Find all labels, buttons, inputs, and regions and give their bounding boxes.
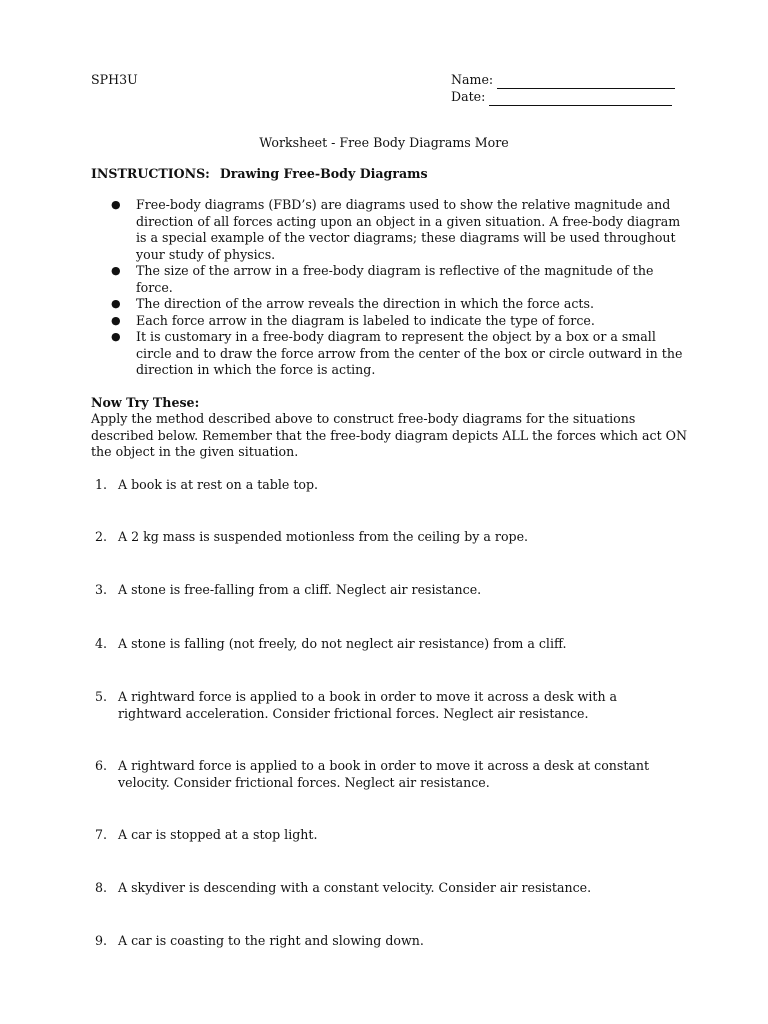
bullet-text: Each force arrow in the diagram is labeled to indicate the type of force. <box>136 312 595 328</box>
bullet-icon: ● <box>111 198 121 211</box>
now-try-instructions: Apply the method described above to construct free-body diagrams for the situations described below. Remember that the free-body diagram depicts ALL the forces which act ON the object in the given situation. <box>91 411 687 459</box>
problem-text: A rightward force is applied to a book in order to move it across a desk at constant velocity. Consider frictional forces. Neglect air resistance. <box>118 758 650 790</box>
problem-text: A stone is free-falling from a cliff. Neglect air resistance. <box>118 582 482 597</box>
worksheet-title: Worksheet - Free Body Diagrams More <box>259 135 509 150</box>
bullet-icon: ● <box>111 297 121 310</box>
bullet-icon: ● <box>111 330 121 343</box>
date-field <box>451 89 672 106</box>
problem-item <box>91 636 681 653</box>
problem-item <box>91 689 681 722</box>
problem-text: A 2 kg mass is suspended motionless from the ceiling by a rope. <box>118 529 529 544</box>
bullet-item <box>109 329 684 379</box>
problem-number: 6. <box>95 758 108 773</box>
problem-number: 5. <box>95 689 108 704</box>
problem-text: A rightward force is applied to a book in order to move it across a desk with a rightward acceleration. Consider frictional forces. Neglect air resistance. <box>118 689 618 721</box>
instructions-topic: Drawing Free-Body Diagrams <box>219 166 428 181</box>
name-label: Name: <box>451 72 494 87</box>
problem-number: 7. <box>95 827 108 842</box>
date-label: Date: <box>451 89 486 104</box>
problem-item <box>91 477 681 494</box>
bullet-item <box>109 263 684 296</box>
instructions-label: INSTRUCTIONS: <box>91 166 210 181</box>
problem-number: 8. <box>95 880 108 895</box>
problem-item <box>91 529 681 546</box>
bullet-item <box>109 313 684 330</box>
bullet-text: The size of the arrow in a free-body diagram is reflective of the magnitude of the force. <box>136 263 654 295</box>
problem-item <box>91 827 681 844</box>
name-field <box>451 72 675 89</box>
instructions-bullet-list <box>109 197 684 379</box>
problem-text: A skydiver is descending with a constant velocity. Consider air resistance. <box>118 880 592 895</box>
problem-item <box>91 933 681 950</box>
date-blank-line <box>489 91 672 106</box>
problem-text: A stone is falling (not freely, do not neglect air resistance) from a cliff. <box>118 636 567 651</box>
problem-number: 1. <box>95 477 108 492</box>
problem-item <box>91 582 681 599</box>
problem-number: 3. <box>95 582 108 597</box>
problem-number: 4. <box>95 636 108 651</box>
bullet-icon: ● <box>111 264 121 277</box>
bullet-item <box>109 296 684 313</box>
bullet-text: It is customary in a free-body diagram to represent the object by a box or a small circle and to draw the force arrow from the center of the box or circle outward in the direction in which the force is acting. <box>136 329 683 377</box>
bullet-text: Free-body diagrams (FBD’s) are diagrams used to show the relative magnitude and direction of all forces acting upon an object in a given situation. A free-body diagram is a special example of the vector diagrams; these diagrams will be used throughout your study of physics. <box>136 197 681 262</box>
problem-text: A book is at rest on a table top. <box>118 477 319 492</box>
instructions-heading <box>91 166 428 183</box>
problem-text: A car is coasting to the right and slowing down. <box>118 933 424 948</box>
bullet-text: The direction of the arrow reveals the direction in which the force acts. <box>136 296 594 311</box>
now-try-heading: Now Try These: <box>91 395 200 410</box>
problem-item <box>91 880 681 897</box>
problem-number: 9. <box>95 933 108 948</box>
course-code: SPH3U <box>91 72 138 87</box>
bullet-item <box>109 197 684 263</box>
problem-number: 2. <box>95 529 108 544</box>
problem-item <box>91 758 681 791</box>
problem-text: A car is stopped at a stop light. <box>118 827 318 842</box>
bullet-icon: ● <box>111 313 121 327</box>
name-blank-line <box>497 74 675 89</box>
